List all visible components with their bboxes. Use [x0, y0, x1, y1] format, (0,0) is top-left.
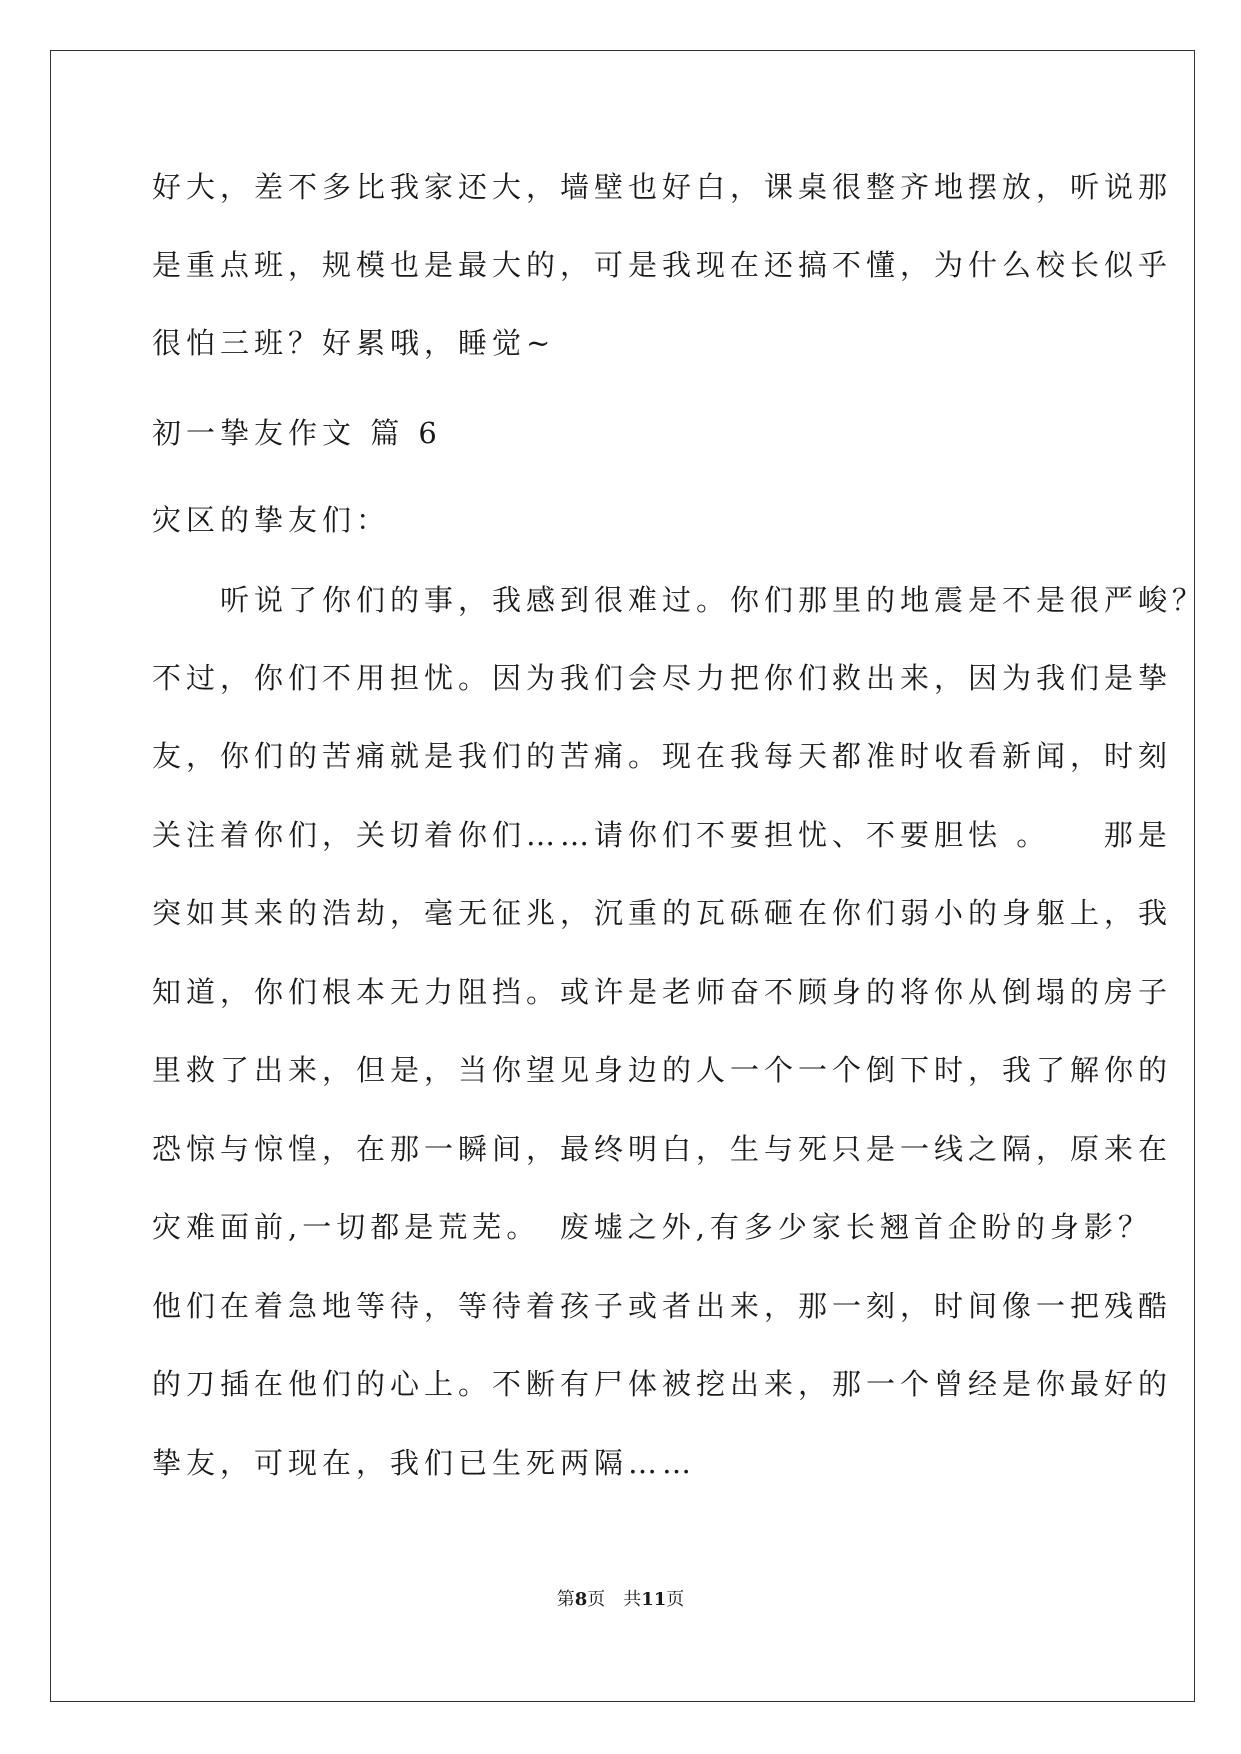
text-line: 恐惊与惊惶，在那一瞬间，最终明白，生与死只是一线之隔，原来在 — [152, 1132, 1173, 1166]
text-line: 关注着你们，关切着你们……请你们不要担忧、不要胆怯 。 那是 — [152, 818, 1172, 852]
section-heading: 初一挚友作文 篇 6 — [152, 416, 442, 450]
text-line: 听说了你们的事，我感到很难过。你们那里的地震是不是很严峻？ — [152, 583, 1207, 617]
text-line: 的刀插在他们的心上。不断有尸体被挖出来，那一个曾经是你最好的 — [152, 1367, 1173, 1401]
footer-prefix: 第 — [556, 1589, 575, 1610]
text-line: 挚友，可现在，我们已生死两隔…… — [152, 1446, 697, 1480]
text-line: 很怕三班？好累哦，睡觉~ — [152, 326, 556, 360]
text-line: 是重点班，规模也是最大的，可是我现在还搞不懂，为什么校长似乎 — [152, 248, 1173, 282]
footer-mid: 页 共 — [587, 1589, 642, 1610]
text-line: 里救了出来，但是，当你望见身边的人一个一个倒下时，我了解你的 — [152, 1053, 1173, 1087]
text-line: 友，你们的苦痛就是我们的苦痛。现在我每天都准时收看新闻，时刻 — [152, 739, 1173, 773]
text-line: 知道，你们根本无力阻挡。或许是老师奋不顾身的将你从倒塌的房子 — [152, 975, 1173, 1009]
salutation: 灾区的挚友们： — [152, 503, 391, 537]
text-line: 灾难面前,一切都是荒芜。 废墟之外,有多少家长翘首企盼的身影？ — [152, 1210, 1152, 1244]
text-line: 突如其来的浩劫，毫无征兆，沉重的瓦砾砸在你们弱小的身躯上，我 — [152, 896, 1173, 930]
text-line: 好大，差不多比我家还大，墙壁也好白，课桌很整齐地摆放，听说那 — [152, 170, 1173, 204]
footer-suffix: 页 — [666, 1589, 685, 1610]
current-page-number: 8 — [574, 1589, 588, 1610]
page-footer — [0, 1588, 1241, 1612]
text-line: 他们在着急地等待，等待着孩子或者出来，那一刻，时间像一把残酷 — [152, 1289, 1173, 1323]
text-line: 不过，你们不用担忧。因为我们会尽力把你们救出来，因为我们是挚 — [152, 661, 1173, 695]
total-page-number: 11 — [641, 1589, 667, 1610]
